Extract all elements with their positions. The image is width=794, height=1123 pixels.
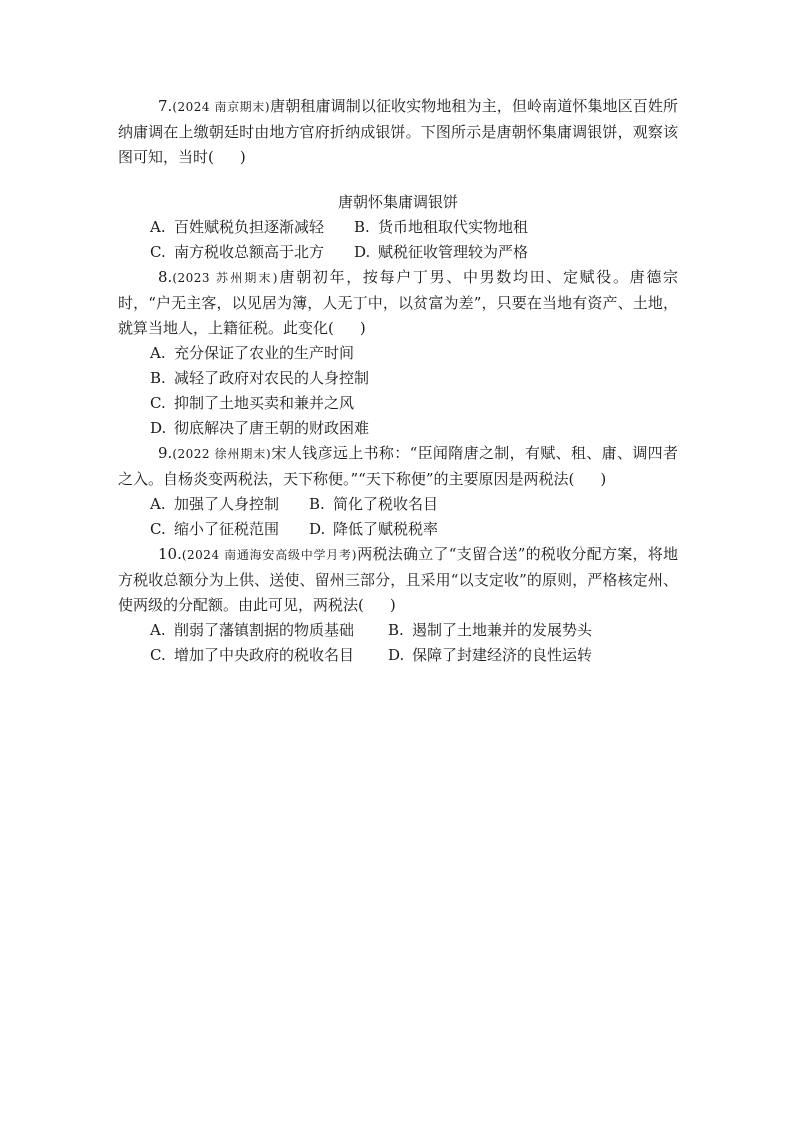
question-7-options <box>118 215 678 265</box>
option-text: 加强了人身控制 <box>174 495 280 513</box>
question-10-number: 10. <box>158 545 182 563</box>
question-9-option-b[interactable] <box>309 492 438 517</box>
option-text: 保障了封建经济的良性运转 <box>412 646 593 664</box>
question-9-option-c[interactable] <box>150 517 279 542</box>
option-text: 彻底解决了唐王朝的财政困难 <box>174 419 370 437</box>
question-10-option-b[interactable] <box>388 618 592 643</box>
option-text: 百姓赋税负担逐渐减轻 <box>174 218 325 236</box>
question-7-source: (2024 南京期末) <box>172 100 271 114</box>
question-10-stem <box>118 542 678 618</box>
question-7-option-b[interactable] <box>354 215 528 240</box>
question-8-text: 唐朝初年，按每户丁男、中男数均田、定赋役。唐德宗时，“户无主客，以见居为簿，人无丁中，以贫富为差”，只要在当地有资产、土地，就算当地人，上籍征税。此变化( <box>118 268 678 337</box>
question-8-option-a[interactable] <box>150 341 354 366</box>
question-10-option-a[interactable] <box>150 618 354 643</box>
option-text: 增加了中央政府的税收名目 <box>174 646 355 664</box>
question-10-text: 两税法确立了“支留合送”的税收分配方案，将地方税收总额分为上供、送使、留州三部分，且采用“以支定收”的原则，严格核定州、使两级的分配额。由此可见，两税法( <box>118 545 678 614</box>
option-letter: D. <box>150 419 167 437</box>
option-text: 降低了赋税税率 <box>333 520 439 538</box>
option-letter: D. <box>309 520 326 538</box>
question-7-close: ) <box>239 148 246 166</box>
question-list <box>118 94 678 668</box>
option-text: 削弱了藩镇割据的物质基础 <box>174 621 355 639</box>
question-7-option-d[interactable] <box>354 240 528 265</box>
option-letter: C. <box>150 646 166 664</box>
question-7-stem <box>118 94 678 170</box>
question-10-option-d[interactable] <box>388 643 592 668</box>
option-letter: B. <box>309 495 325 513</box>
question-7-option-c[interactable] <box>150 240 324 265</box>
option-letter: C. <box>150 394 166 412</box>
question-9-stem <box>118 441 678 492</box>
question-7-figure-caption: 唐朝怀集庸调银饼 <box>337 193 458 211</box>
question-9-option-d[interactable] <box>309 517 438 542</box>
question-7-option-a[interactable] <box>150 215 324 240</box>
option-letter: A. <box>150 495 166 513</box>
option-letter: B. <box>388 621 404 639</box>
question-10-close: ) <box>389 596 396 614</box>
option-letter: A. <box>150 621 166 639</box>
option-text: 抑制了土地买卖和兼并之风 <box>174 394 355 412</box>
option-text: 赋税征收管理较为严格 <box>378 243 529 261</box>
question-9-number: 9. <box>158 444 173 462</box>
option-text: 简化了税收名目 <box>333 495 439 513</box>
option-text: 缩小了征税范围 <box>174 520 280 538</box>
question-7-number: 7. <box>158 97 173 115</box>
question-8-option-b[interactable] <box>150 366 369 391</box>
question-8-options <box>118 341 678 441</box>
option-letter: A. <box>150 344 166 362</box>
question-8-option-c[interactable] <box>150 391 354 416</box>
question-9-option-a[interactable] <box>150 492 279 517</box>
option-text: 减轻了政府对农民的人身控制 <box>174 369 370 387</box>
question-8-stem <box>118 265 678 341</box>
question-8-option-d[interactable] <box>150 416 369 441</box>
question-10-options <box>118 618 678 668</box>
question-10-option-c[interactable] <box>150 643 354 668</box>
question-9-text: 宋人钱彦远上书称：“臣闻隋唐之制，有赋、租、庸、调四者之入。自杨炎变两税法，天下称便。”“天下称便”的主要原因是两税法( <box>118 444 678 488</box>
option-text: 遏制了土地兼并的发展势头 <box>412 621 593 639</box>
question-8-source: (2023 苏州期末) <box>172 271 278 285</box>
option-letter: B. <box>354 218 370 236</box>
option-text: 充分保证了农业的生产时间 <box>174 344 355 362</box>
option-letter: B. <box>150 369 166 387</box>
question-9-source: (2022 徐州期末) <box>172 447 272 461</box>
option-text: 南方税收总额高于北方 <box>174 243 325 261</box>
option-text: 货币地租取代实物地租 <box>378 218 529 236</box>
question-8-number: 8. <box>158 268 173 286</box>
option-letter: A. <box>150 218 166 236</box>
option-letter: D. <box>354 243 371 261</box>
question-8-close: ) <box>359 319 366 337</box>
option-letter: C. <box>150 243 166 261</box>
question-9-close: ) <box>600 470 607 488</box>
question-7-text: 唐朝租庸调制以征收实物地租为主，但岭南道怀集地区百姓所纳庸调在上缴朝廷时由地方官府折纳成银饼。下图所示是唐朝怀集庸调银饼，观察该图可知，当时( <box>118 97 678 166</box>
question-10-source: (2024 南通海安高级中学月考) <box>181 548 357 562</box>
option-letter: D. <box>388 646 405 664</box>
question-9-options <box>118 492 678 542</box>
option-letter: C. <box>150 520 166 538</box>
